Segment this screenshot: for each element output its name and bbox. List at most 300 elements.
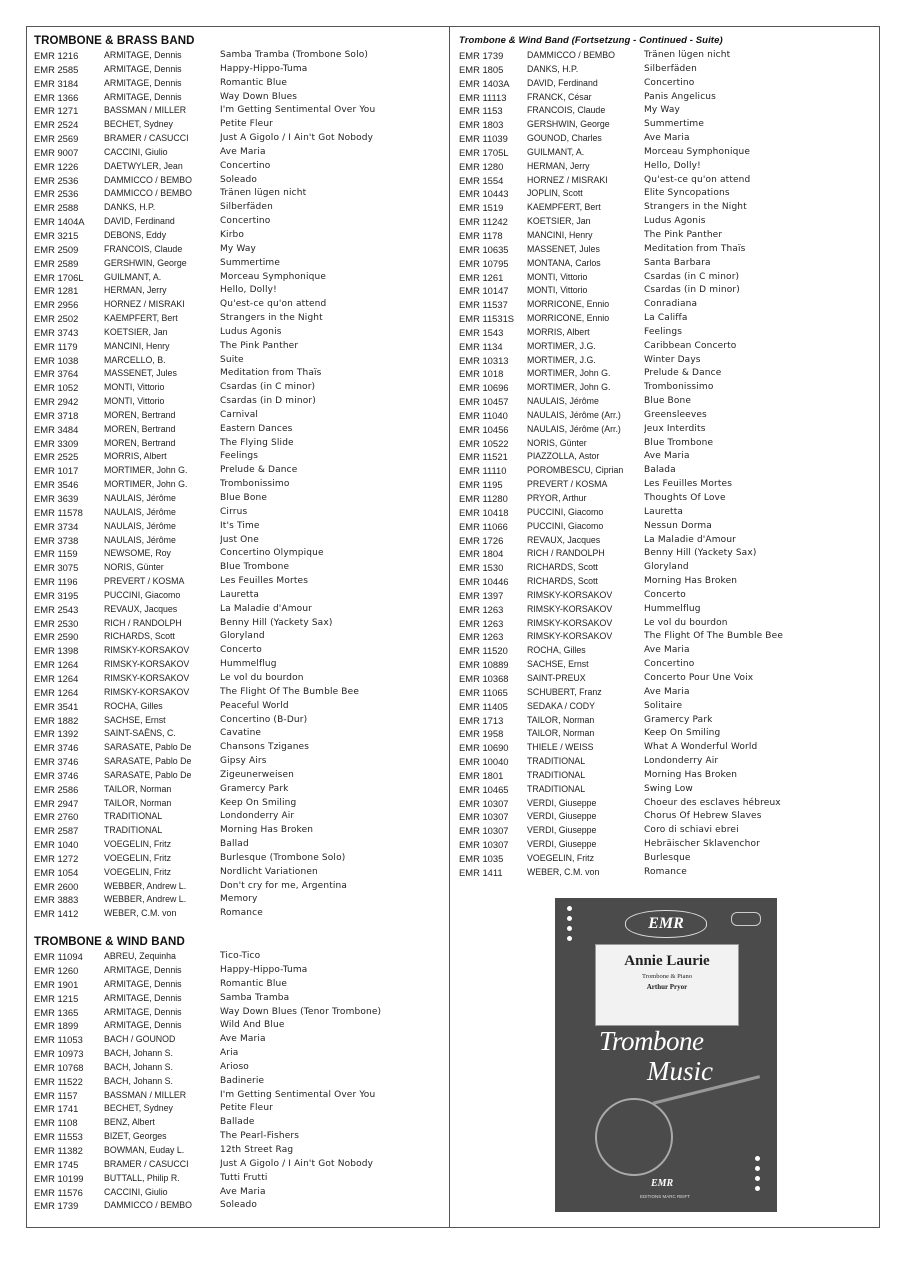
work-title: Don't cry for me, Argentina [220, 880, 348, 891]
work-title: Burlesque (Trombone Solo) [220, 852, 346, 863]
catalog-row [459, 603, 877, 617]
work-title: Tränen lügen nicht [644, 50, 731, 60]
catalog-row [459, 298, 877, 312]
catalog-row [34, 49, 444, 63]
catalog-number: EMR 11040 [459, 409, 508, 421]
composer-name: VERDI, Giuseppe [527, 797, 597, 808]
work-title: Hello, Dolly! [644, 160, 701, 171]
catalog-number: EMR 1263 [459, 617, 504, 629]
composer-name: VOEGELIN, Fritz [104, 839, 171, 850]
composer-name: RIMSKY-KORSAKOV [527, 617, 613, 628]
catalog-row [34, 617, 444, 631]
work-title: Suite [220, 354, 244, 365]
catalog-row [34, 437, 444, 451]
catalog-number: EMR 1365 [34, 1006, 79, 1018]
catalog-row [459, 824, 877, 838]
catalog-row [459, 658, 877, 672]
composer-name: ARMITAGE, Dennis [104, 50, 182, 60]
catalog-row [459, 395, 877, 409]
work-title: Happy-Hippo-Tuma [220, 965, 308, 975]
work-title: Morceau Symphonique [220, 271, 327, 282]
composer-name: HORNEZ / MISRAKI [527, 174, 608, 185]
work-title: Peaceful World [220, 700, 289, 711]
composer-name: DAVID, Ferdinand [104, 216, 175, 227]
catalog-row [34, 644, 444, 658]
work-title: Les Feuilles Mortes [644, 479, 733, 490]
catalog-row [459, 77, 877, 91]
catalog-number: EMR 1803 [459, 119, 504, 131]
catalog-row [459, 367, 877, 381]
cover-composer: Arthur Pryor [646, 983, 688, 991]
catalog-number: EMR 10418 [459, 506, 509, 518]
right-column [459, 34, 877, 880]
catalog-number: EMR 1159 [34, 548, 78, 560]
catalog-number: EMR 11053 [34, 1034, 83, 1046]
catalog-row [34, 893, 444, 907]
catalog-number: EMR 2502 [34, 313, 79, 325]
catalog-number: EMR 3546 [34, 479, 79, 491]
composer-name: MONTI, Vittorio [527, 285, 588, 296]
composer-name: GERSHWIN, George [104, 257, 187, 268]
work-title: Qu'est-ce qu'on attend [220, 299, 327, 310]
composer-name: MONTI, Vittorio [104, 396, 165, 407]
work-title: Soleado [220, 1200, 258, 1211]
left-column [34, 34, 444, 1213]
catalog-number: EMR 1216 [34, 50, 79, 61]
catalog-number: EMR 3746 [34, 769, 79, 781]
work-title: Way Down Blues [220, 91, 298, 102]
work-title: It's Time [220, 520, 260, 531]
catalog-number: EMR 2586 [34, 783, 79, 795]
work-title: Meditation from Thaïs [644, 243, 746, 254]
work-title: Silberfäden [644, 63, 697, 74]
composer-name: BENZ, Albert [104, 1117, 155, 1128]
catalog-row [459, 866, 877, 880]
work-title: Prelude & Dance [644, 368, 722, 379]
catalog-row [459, 146, 877, 160]
work-title: Blue Trombone [644, 437, 714, 448]
catalog-number: EMR 1805 [459, 63, 504, 75]
composer-name: ARMITAGE, Dennis [104, 1006, 182, 1017]
composer-name: NAULAIS, Jérôme (Arr.) [527, 423, 621, 434]
composer-name: DEBONS, Eddy [104, 229, 167, 240]
work-title: Prelude & Dance [220, 465, 298, 476]
composer-name: VOEGELIN, Fritz [104, 852, 171, 863]
work-title: Csardas (in D minor) [644, 285, 740, 296]
composer-name: MANCINI, Henry [104, 340, 170, 351]
catalog-row [34, 1172, 444, 1186]
wind-band-list [34, 950, 444, 1213]
catalog-row [34, 478, 444, 492]
composer-name: SACHSE, Ernst [527, 659, 589, 670]
composer-name: VOEGELIN, Fritz [527, 852, 594, 863]
catalog-number: EMR 1739 [34, 1200, 79, 1212]
work-title: Memory [220, 894, 258, 905]
work-title: Le vol du bourdon [644, 617, 728, 628]
catalog-number: EMR 10307 [459, 797, 509, 809]
composer-name: MOREN, Bertrand [104, 409, 176, 420]
catalog-row [459, 630, 877, 644]
work-title: Ave Maria [644, 645, 690, 656]
catalog-number: EMR 11242 [459, 216, 508, 228]
work-title: Chansons Tziganes [220, 742, 310, 753]
catalog-number: EMR 2525 [34, 451, 79, 463]
catalog-number: EMR 2588 [34, 202, 79, 214]
work-title: 12th Street Rag [220, 1144, 294, 1155]
work-title: Santa Barbara [644, 257, 711, 268]
cover-series-music: Music [647, 1056, 713, 1086]
work-title: Gramercy Park [220, 783, 289, 794]
composer-name: GOUNOD, Charles [527, 133, 602, 144]
catalog-row [34, 907, 444, 921]
catalog-row [459, 644, 877, 658]
composer-name: NAULAIS, Jérôme [104, 506, 176, 517]
work-title: Ave Maria [220, 1034, 266, 1045]
catalog-row [34, 243, 444, 257]
product-cover-image[interactable] [555, 898, 777, 1212]
catalog-number: EMR 1178 [459, 229, 503, 241]
composer-name: RIMSKY-KORSAKOV [104, 645, 190, 656]
catalog-number: EMR 3738 [34, 534, 79, 546]
composer-name: BUTTALL, Philip R. [104, 1172, 180, 1183]
catalog-number: EMR 1263 [459, 631, 504, 643]
composer-name: NORIS, Günter [104, 562, 164, 573]
work-title: Qu'est-ce qu'on attend [644, 174, 751, 185]
catalog-number: EMR 2585 [34, 63, 79, 75]
composer-name: MORTIMER, John G. [527, 382, 611, 393]
composer-name: RICH / RANDOLPH [104, 617, 182, 628]
composer-name: MORTIMER, J.G. [527, 354, 596, 365]
work-title: Benny Hill (Yackety Sax) [644, 548, 757, 559]
catalog-row [34, 783, 444, 797]
catalog-number: EMR 1713 [459, 714, 504, 726]
composer-name: PREVERT / KOSMA [104, 576, 185, 587]
composer-name: SCHUBERT, Franz [527, 686, 602, 697]
work-title: Csardas (in C minor) [220, 382, 316, 393]
catalog-number: EMR 1411 [459, 866, 503, 878]
composer-name: NEWSOME, Roy [104, 548, 171, 559]
work-title: Aria [220, 1048, 239, 1059]
work-title: Ballad [220, 839, 249, 850]
composer-name: SEDAKA / CODY [527, 700, 595, 711]
catalog-row [34, 1158, 444, 1172]
catalog-number: EMR 11405 [459, 700, 508, 712]
work-title: Ave Maria [220, 146, 266, 157]
work-title: Eastern Dances [220, 423, 293, 434]
cover-series-trombone: Trombone [599, 1026, 704, 1056]
catalog-number: EMR 11094 [34, 951, 83, 963]
catalog-row [34, 409, 444, 423]
catalog-number: EMR 1280 [459, 160, 504, 172]
composer-name: KAEMPFERT, Bert [104, 313, 178, 324]
catalog-number: EMR 3541 [34, 700, 79, 712]
catalog-number: EMR 11113 [459, 91, 507, 103]
emr-logo-bottom: EMR [651, 1178, 674, 1189]
cover-title: Annie Laurie [624, 953, 710, 969]
catalog-row [459, 174, 877, 188]
catalog-row [34, 727, 444, 741]
catalog-row [459, 187, 877, 201]
composer-name: TRADITIONAL [104, 825, 163, 836]
catalog-number: EMR 1260 [34, 965, 79, 976]
catalog-number: EMR 3484 [34, 423, 79, 435]
catalog-row [34, 381, 444, 395]
catalog-number: EMR 10368 [459, 672, 509, 684]
catalog-row [34, 1186, 444, 1200]
composer-name: MONTI, Vittorio [527, 271, 588, 282]
catalog-number: EMR 2536 [34, 174, 79, 186]
composer-name: WEBBER, Andrew L. [104, 894, 187, 905]
composer-name: THIELE / WEISS [527, 742, 594, 753]
catalog-number: EMR 1706L [34, 271, 84, 283]
work-title: La Califfa [644, 313, 688, 324]
composer-name: DAETWYLER, Jean [104, 160, 183, 171]
work-title: Nessun Dorma [644, 520, 712, 531]
catalog-row [459, 810, 877, 824]
work-title: La Maladie d'Amour [644, 534, 737, 545]
composer-name: ARMITAGE, Dennis [104, 77, 182, 88]
work-title: Romantic Blue [220, 978, 288, 989]
composer-name: SAINT-PREUX [527, 672, 586, 683]
composer-name: FRANCK, César [527, 91, 592, 102]
work-title: Blue Bone [220, 493, 268, 503]
catalog-row [459, 450, 877, 464]
catalog-row [34, 686, 444, 700]
composer-name: RIMSKY-KORSAKOV [104, 659, 190, 670]
composer-name: RICHARDS, Scott [527, 562, 598, 573]
work-title: Happy-Hippo-Tuma [220, 63, 308, 74]
composer-name: GUILMANT, A. [527, 146, 585, 157]
work-title: Keep On Smiling [220, 797, 297, 808]
work-title: What A Wonderful World [644, 742, 758, 753]
section-heading-brass: TROMBONE & BRASS BAND [34, 35, 195, 47]
work-title: Way Down Blues (Tenor Trombone) [220, 1006, 382, 1017]
work-title: Arioso [220, 1061, 249, 1072]
work-title: Blue Trombone [220, 562, 290, 573]
composer-name: MOREN, Bertrand [104, 437, 176, 448]
catalog-number: EMR 2509 [34, 243, 79, 255]
catalog-row [34, 992, 444, 1006]
work-title: Concertino [220, 160, 271, 171]
composer-name: DAMMICCO / BEMBO [527, 50, 615, 60]
work-title: Samba Tramba [220, 992, 290, 1003]
catalog-number: EMR 2543 [34, 603, 79, 615]
catalog-number: EMR 10889 [459, 659, 509, 671]
catalog-number: EMR 1804 [459, 548, 504, 560]
catalog-row [34, 603, 444, 617]
catalog-row [34, 492, 444, 506]
catalog-number: EMR 3184 [34, 77, 79, 89]
catalog-number: EMR 2569 [34, 133, 79, 145]
catalog-number: EMR 1271 [34, 105, 79, 117]
work-title: Petite Fleur [220, 1103, 274, 1114]
catalog-row [34, 658, 444, 672]
catalog-number: EMR 3883 [34, 894, 79, 906]
catalog-number: EMR 1801 [459, 769, 504, 781]
catalog-number: EMR 2530 [34, 617, 79, 629]
composer-name: NAULAIS, Jérôme [104, 520, 176, 531]
catalog-row [459, 478, 877, 492]
catalog-number: EMR 1017 [34, 465, 79, 477]
catalog-number: EMR 1530 [459, 562, 504, 574]
catalog-row [34, 575, 444, 589]
work-title: Morceau Symphonique [644, 146, 751, 157]
composer-name: GERSHWIN, George [527, 119, 610, 130]
catalog-number: EMR 3309 [34, 437, 79, 449]
catalog-number: EMR 2600 [34, 880, 79, 892]
composer-name: TAILOR, Norman [104, 783, 172, 794]
catalog-row [459, 783, 877, 797]
composer-name: MORTIMER, John G. [527, 368, 611, 379]
catalog-number: EMR 1179 [34, 340, 78, 352]
composer-name: WEBBER, Andrew L. [104, 880, 187, 891]
catalog-number: EMR 1153 [459, 105, 503, 117]
composer-name: ARMITAGE, Dennis [104, 992, 182, 1003]
catalog-row [459, 284, 877, 298]
work-title: Wild And Blue [220, 1020, 285, 1031]
catalog-number: EMR 1554 [459, 174, 504, 186]
composer-name: MARCELLO, B. [104, 354, 166, 365]
catalog-row [459, 271, 877, 285]
composer-name: MORRICONE, Ennio [527, 313, 610, 324]
composer-name: MORRIS, Albert [104, 451, 167, 462]
catalog-row [34, 118, 444, 132]
catalog-number: EMR 10768 [34, 1061, 84, 1073]
composer-name: ARMITAGE, Dennis [104, 978, 182, 989]
composer-name: BIZET, Georges [104, 1131, 167, 1142]
work-title: Zigeunerweisen [220, 769, 294, 780]
work-title: Benny Hill (Yackety Sax) [220, 617, 333, 628]
catalog-row [459, 326, 877, 340]
composer-name: NAULAIS, Jérôme [104, 534, 176, 545]
composer-name: DAMMICCO / BEMBO [104, 174, 192, 185]
catalog-number: EMR 1054 [34, 866, 79, 878]
catalog-number: EMR 3075 [34, 562, 79, 574]
catalog-row [459, 838, 877, 852]
catalog-number: EMR 1226 [34, 160, 79, 172]
work-title: Ludus Agonis [644, 216, 706, 227]
catalog-row [459, 118, 877, 132]
composer-name: DAMMICCO / BEMBO [104, 1200, 192, 1211]
catalog-row [459, 423, 877, 437]
composer-name: MOREN, Bertrand [104, 423, 176, 434]
composer-name: VOEGELIN, Fritz [104, 866, 171, 877]
composer-name: NAULAIS, Jérôme (Arr.) [527, 409, 621, 420]
catalog-number: EMR 10465 [459, 783, 509, 795]
catalog-number: EMR 10147 [459, 285, 509, 297]
work-title: My Way [644, 105, 681, 116]
catalog-number: EMR 3195 [34, 589, 79, 601]
catalog-number: EMR 3639 [34, 493, 79, 504]
catalog-number: EMR 2587 [34, 825, 79, 837]
composer-name: DANKS, H.P. [527, 63, 579, 74]
catalog-row [34, 367, 444, 381]
composer-name: FRANCOIS, Claude [104, 243, 183, 254]
catalog-row [459, 686, 877, 700]
composer-name: BRAMER / CASUCCI [104, 133, 189, 144]
catalog-number: EMR 11576 [34, 1186, 83, 1198]
catalog-row [34, 354, 444, 368]
composer-name: RIMSKY-KORSAKOV [104, 672, 190, 683]
work-title: I'm Getting Sentimental Over You [220, 1089, 376, 1100]
work-title: Gramercy Park [644, 714, 713, 725]
work-title: Solitaire [644, 700, 683, 711]
composer-name: NAULAIS, Jérôme [104, 493, 176, 503]
work-title: Winter Days [644, 354, 701, 365]
catalog-number: EMR 10443 [459, 188, 509, 200]
catalog-row [34, 1075, 444, 1089]
catalog-number: EMR 10456 [459, 423, 509, 435]
composer-name: RIMSKY-KORSAKOV [104, 686, 190, 697]
catalog-number: EMR 1745 [34, 1158, 79, 1170]
catalog-row [459, 492, 877, 506]
work-title: Silberfäden [220, 202, 273, 213]
composer-name: KOETSIER, Jan [104, 326, 168, 337]
catalog-row [34, 187, 444, 201]
cover-title-label [595, 944, 739, 1026]
catalog-row [34, 1199, 444, 1213]
catalog-row [34, 326, 444, 340]
composer-name: RIMSKY-KORSAKOV [527, 589, 613, 600]
composer-name: ARMITAGE, Dennis [104, 965, 182, 975]
composer-name: MASSENET, Jules [104, 368, 177, 379]
composer-name: MASSENET, Jules [527, 243, 600, 254]
work-title: Trombonissimo [220, 479, 290, 490]
work-title: Just A Gigolo / I Ain't Got Nobody [220, 133, 374, 144]
composer-name: TRADITIONAL [104, 811, 163, 822]
composer-name: CACCINI, Giulio [104, 1186, 168, 1197]
composer-name: PUCCINI, Giacomo [527, 520, 604, 531]
work-title: Concertino (B-Dur) [220, 714, 308, 725]
composer-name: BECHET, Sydney [104, 119, 173, 130]
catalog-number: EMR 1215 [34, 992, 79, 1004]
wind-band-continued-list [459, 49, 877, 880]
catalog-number: EMR 10307 [459, 811, 509, 823]
catalog-number: EMR 1958 [459, 728, 504, 740]
catalog-row [459, 354, 877, 368]
work-title: Feelings [220, 451, 259, 462]
section-heading-wind-continued: Trombone & Wind Band (Fortsetzung - Continued - Suite) [459, 35, 723, 46]
work-title: Ludus Agonis [220, 326, 282, 337]
work-title: Gloryland [220, 631, 265, 642]
cover-subtitle: Trombone & Piano [642, 973, 692, 980]
catalog-number: EMR 1263 [459, 603, 504, 615]
composer-name: KOETSIER, Jan [527, 216, 591, 227]
work-title: Concerto [644, 589, 686, 600]
composer-name: CACCINI, Giulio [104, 146, 168, 157]
composer-name: TRADITIONAL [527, 769, 586, 780]
work-title: The Flight Of The Bumble Bee [220, 686, 360, 697]
composer-name: ARMITAGE, Dennis [104, 91, 182, 102]
work-title: Just One [220, 534, 259, 545]
work-title: Morning Has Broken [644, 769, 738, 780]
catalog-row [34, 104, 444, 118]
work-title: The Pink Panther [220, 340, 299, 351]
work-title: Romantic Blue [220, 77, 288, 88]
work-title: Cirrus [220, 506, 248, 517]
work-title: Hebräischer Sklavenchor [644, 839, 760, 850]
catalog-row [34, 810, 444, 824]
composer-name: POROMBESCU, Ciprian [527, 465, 624, 476]
catalog-row [459, 769, 877, 783]
catalog-number: EMR 11522 [34, 1075, 83, 1087]
catalog-number: EMR 2524 [34, 119, 79, 131]
composer-name: BACH, Johann S. [104, 1061, 173, 1072]
work-title: Hummelflug [644, 603, 701, 614]
work-title: Jeux Interdits [644, 423, 706, 434]
catalog-row [34, 395, 444, 409]
catalog-number: EMR 1403A [459, 77, 510, 89]
